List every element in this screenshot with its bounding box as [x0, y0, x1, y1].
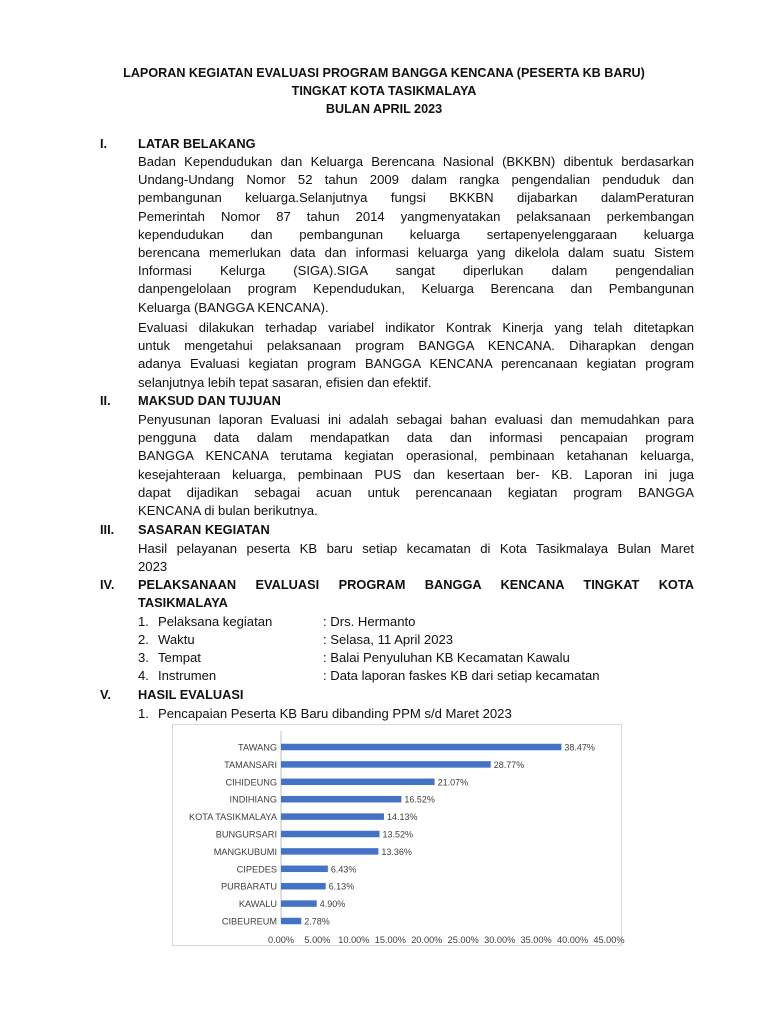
section-title-line-1: PELAKSANAAN EVALUASI PROGRAM BANGGA KENCANA TINGKAT KOTA	[138, 577, 694, 592]
chart-x-tick-label: 5.00%	[304, 935, 331, 945]
text-line: Hasil pelayanan peserta KB baru setiap kecamatan di Kota Tasikmalaya Bulan Maret	[138, 541, 694, 556]
section-2-paragraph	[138, 411, 694, 520]
chart-bar	[281, 831, 380, 838]
section-3-paragraph	[138, 540, 694, 576]
chart-bar	[281, 883, 326, 890]
chart-data-label: 13.52%	[382, 829, 414, 840]
section-number: II.	[100, 393, 111, 408]
achievement-bar-chart	[172, 724, 625, 946]
chart-x-tick-label: 45.00%	[593, 935, 625, 945]
section-title: HASIL EVALUASI	[138, 687, 244, 702]
text-line: KENCANA di bulan berikutnya.	[138, 503, 318, 519]
chart-data-label: 2.78%	[304, 916, 330, 927]
text-line: Badan Kependudukan dan Keluarga Berencana Nasional (BKKBN) dibentuk berdasarkan	[138, 154, 694, 169]
section-1-paragraph-2	[138, 319, 694, 392]
report-title-line-1: LAPORAN KEGIATAN EVALUASI PROGRAM BANGGA KENCANA (PESERTA KB BARU)	[123, 66, 645, 80]
chart-category-label: TAMANSARI	[224, 759, 277, 770]
text-line: pembangunan keluarga.Selanjutnya fungsi BKKBN dijabarkan dalamPeraturan	[138, 190, 694, 206]
chart-x-tick-label: 0.00%	[267, 935, 295, 945]
section-title: SASARAN KEGIATAN	[138, 522, 270, 537]
text-line: dapat dijadikan sebagai acuan untuk perencanaan kegiatan program BANGGA	[138, 484, 694, 500]
chart-x-tick-label: 35.00%	[520, 935, 552, 945]
chart-category-label: CIPEDES	[236, 864, 277, 875]
chart-x-tick-label: 10.00%	[338, 935, 370, 945]
chart-x-tick-label: 30.00%	[484, 935, 516, 945]
list-number: 1.	[138, 614, 149, 629]
chart-bar	[281, 813, 384, 820]
chart-data-label: 28.77%	[493, 759, 525, 770]
chart-data-label: 14.13%	[386, 812, 418, 823]
chart-category-label: CIBEUREUM	[221, 916, 277, 927]
report-header	[100, 64, 668, 118]
chart-x-tick-label: 25.00%	[447, 935, 479, 945]
section-number: V.	[100, 687, 111, 702]
chart-bar	[281, 744, 561, 751]
chart-data-label: 21.07%	[437, 777, 469, 788]
text-line: Informasi Kelurga (SIGA).SIGA sangat diperlukan dalam pengendalian	[138, 263, 694, 279]
chart-bar	[281, 761, 491, 768]
list-value: : Drs. Hermanto	[323, 614, 416, 629]
chart-data-label: 6.13%	[328, 881, 355, 892]
text-line: BANGGA KENCANA terutama kegiatan operasional, pembinaan ketahanan keluarga,	[138, 448, 694, 464]
section-heading-4	[100, 576, 700, 612]
list-value: : Selasa, 11 April 2023	[323, 632, 454, 647]
chart-bar	[281, 918, 301, 925]
list-label: Pelaksana kegiatan	[158, 614, 273, 629]
chart-category-label: INDIHIANG	[229, 794, 277, 805]
text-line: danpengelolaan program Kependudukan, Keluarga Berencana dan Pembangunan	[138, 281, 694, 297]
chart-bar	[281, 848, 378, 855]
list-number: 3.	[138, 650, 149, 665]
chart-bar	[281, 900, 317, 907]
chart-category-label: KAWALU	[238, 899, 277, 910]
text-line: berencana memerlukan data dan informasi keluarga yang dikelola dalam suatu Sistem	[138, 245, 694, 261]
chart-data-label: 6.43%	[330, 864, 357, 875]
chart-category-label: CIHIDEUNG	[225, 777, 277, 788]
chart-bar	[281, 796, 401, 803]
section-title: MAKSUD DAN TUJUAN	[138, 393, 281, 408]
list-value: : Balai Penyuluhan KB Kecamatan Kawalu	[323, 650, 570, 665]
section-number: III.	[100, 522, 115, 537]
section-number: I.	[100, 136, 108, 151]
chart-data-label: 13.36%	[381, 846, 412, 857]
text-line: adanya Evaluasi kegiatan program BANGGA KENCANA perencanaan kegiatan program	[138, 356, 694, 372]
list-label: Pencapaian Peserta KB Baru dibanding PPM s/d Maret 2023	[158, 706, 512, 721]
section-1-paragraph-1	[138, 153, 694, 317]
report-title-line-2: TINGKAT KOTA TASIKMALAYA	[291, 84, 477, 98]
chart-x-tick-label: 40.00%	[556, 935, 589, 945]
chart-category-label: KOTA TASIKMALAYA	[189, 812, 277, 823]
text-line: Pemerintah Nomor 87 tahun 2014 yangmenyatakan pelaksanaan perkembangan	[138, 208, 694, 224]
text-line: 2023	[138, 559, 168, 575]
section-number: IV.	[100, 577, 115, 592]
chart-category-label: BUNGURSARI	[215, 829, 277, 840]
section-title: LATAR BELAKANG	[138, 136, 256, 151]
text-line: Penyusunan laporan Evaluasi ini adalah sebagai bahan evaluasi dan memudahkan para	[138, 412, 694, 427]
list-label: Tempat	[158, 650, 201, 665]
list-number: 4.	[138, 668, 149, 683]
chart-x-tick-label: 20.00%	[411, 935, 443, 945]
text-line: Undang-Undang Nomor 52 tahun 2009 dalam rangka pengendalian penduduk dan	[138, 172, 694, 188]
chart-data-label: 4.90%	[319, 899, 346, 910]
chart-data-label: 16.52%	[404, 794, 435, 805]
list-label: Instrumen	[158, 668, 217, 683]
chart-bar	[281, 779, 435, 786]
text-line: Evaluasi dilakukan terhadap variabel indikator Kontrak Kinerja yang telah ditetapkan	[138, 320, 694, 335]
text-line: pengguna data dalam mendapatkan data dan informasi pencapaian program	[138, 430, 694, 446]
list-label: Waktu	[158, 632, 195, 647]
text-line: Keluarga (BANGGA KENCANA).	[138, 299, 329, 315]
list-value: : Data laporan faskes KB dari setiap kecamatan	[323, 668, 600, 683]
text-line: kesejahteraan keluarga, pembinaan PUS dan kesertaan ber- KB. Laporan ini juga	[138, 466, 694, 482]
text-line: untuk mengetahui pelaksanaan program BANGGA KENCANA. Diharapkan dengan	[138, 338, 694, 354]
list-number: 1.	[138, 706, 149, 721]
list-number: 2.	[138, 632, 149, 647]
chart-category-label: TAWANG	[238, 742, 277, 753]
chart-category-label: PURBARATU	[221, 881, 277, 892]
report-title-line-3: BULAN APRIL 2023	[325, 102, 443, 116]
chart-x-tick-label: 15.00%	[374, 935, 406, 945]
text-line: kependudukan dan pembangunan keluarga sertapenyelenggaraan keluarga	[138, 226, 694, 242]
chart-category-label: MANGKUBUMI	[213, 846, 277, 857]
section-title-line-2: TASIKMALAYA	[138, 595, 228, 610]
text-line: selanjutnya lebih tepat sasaran, efisien dan efektif.	[138, 374, 432, 390]
chart-data-label: 38.47%	[564, 742, 595, 753]
chart-bar	[281, 866, 328, 873]
chart-svg	[173, 725, 625, 945]
